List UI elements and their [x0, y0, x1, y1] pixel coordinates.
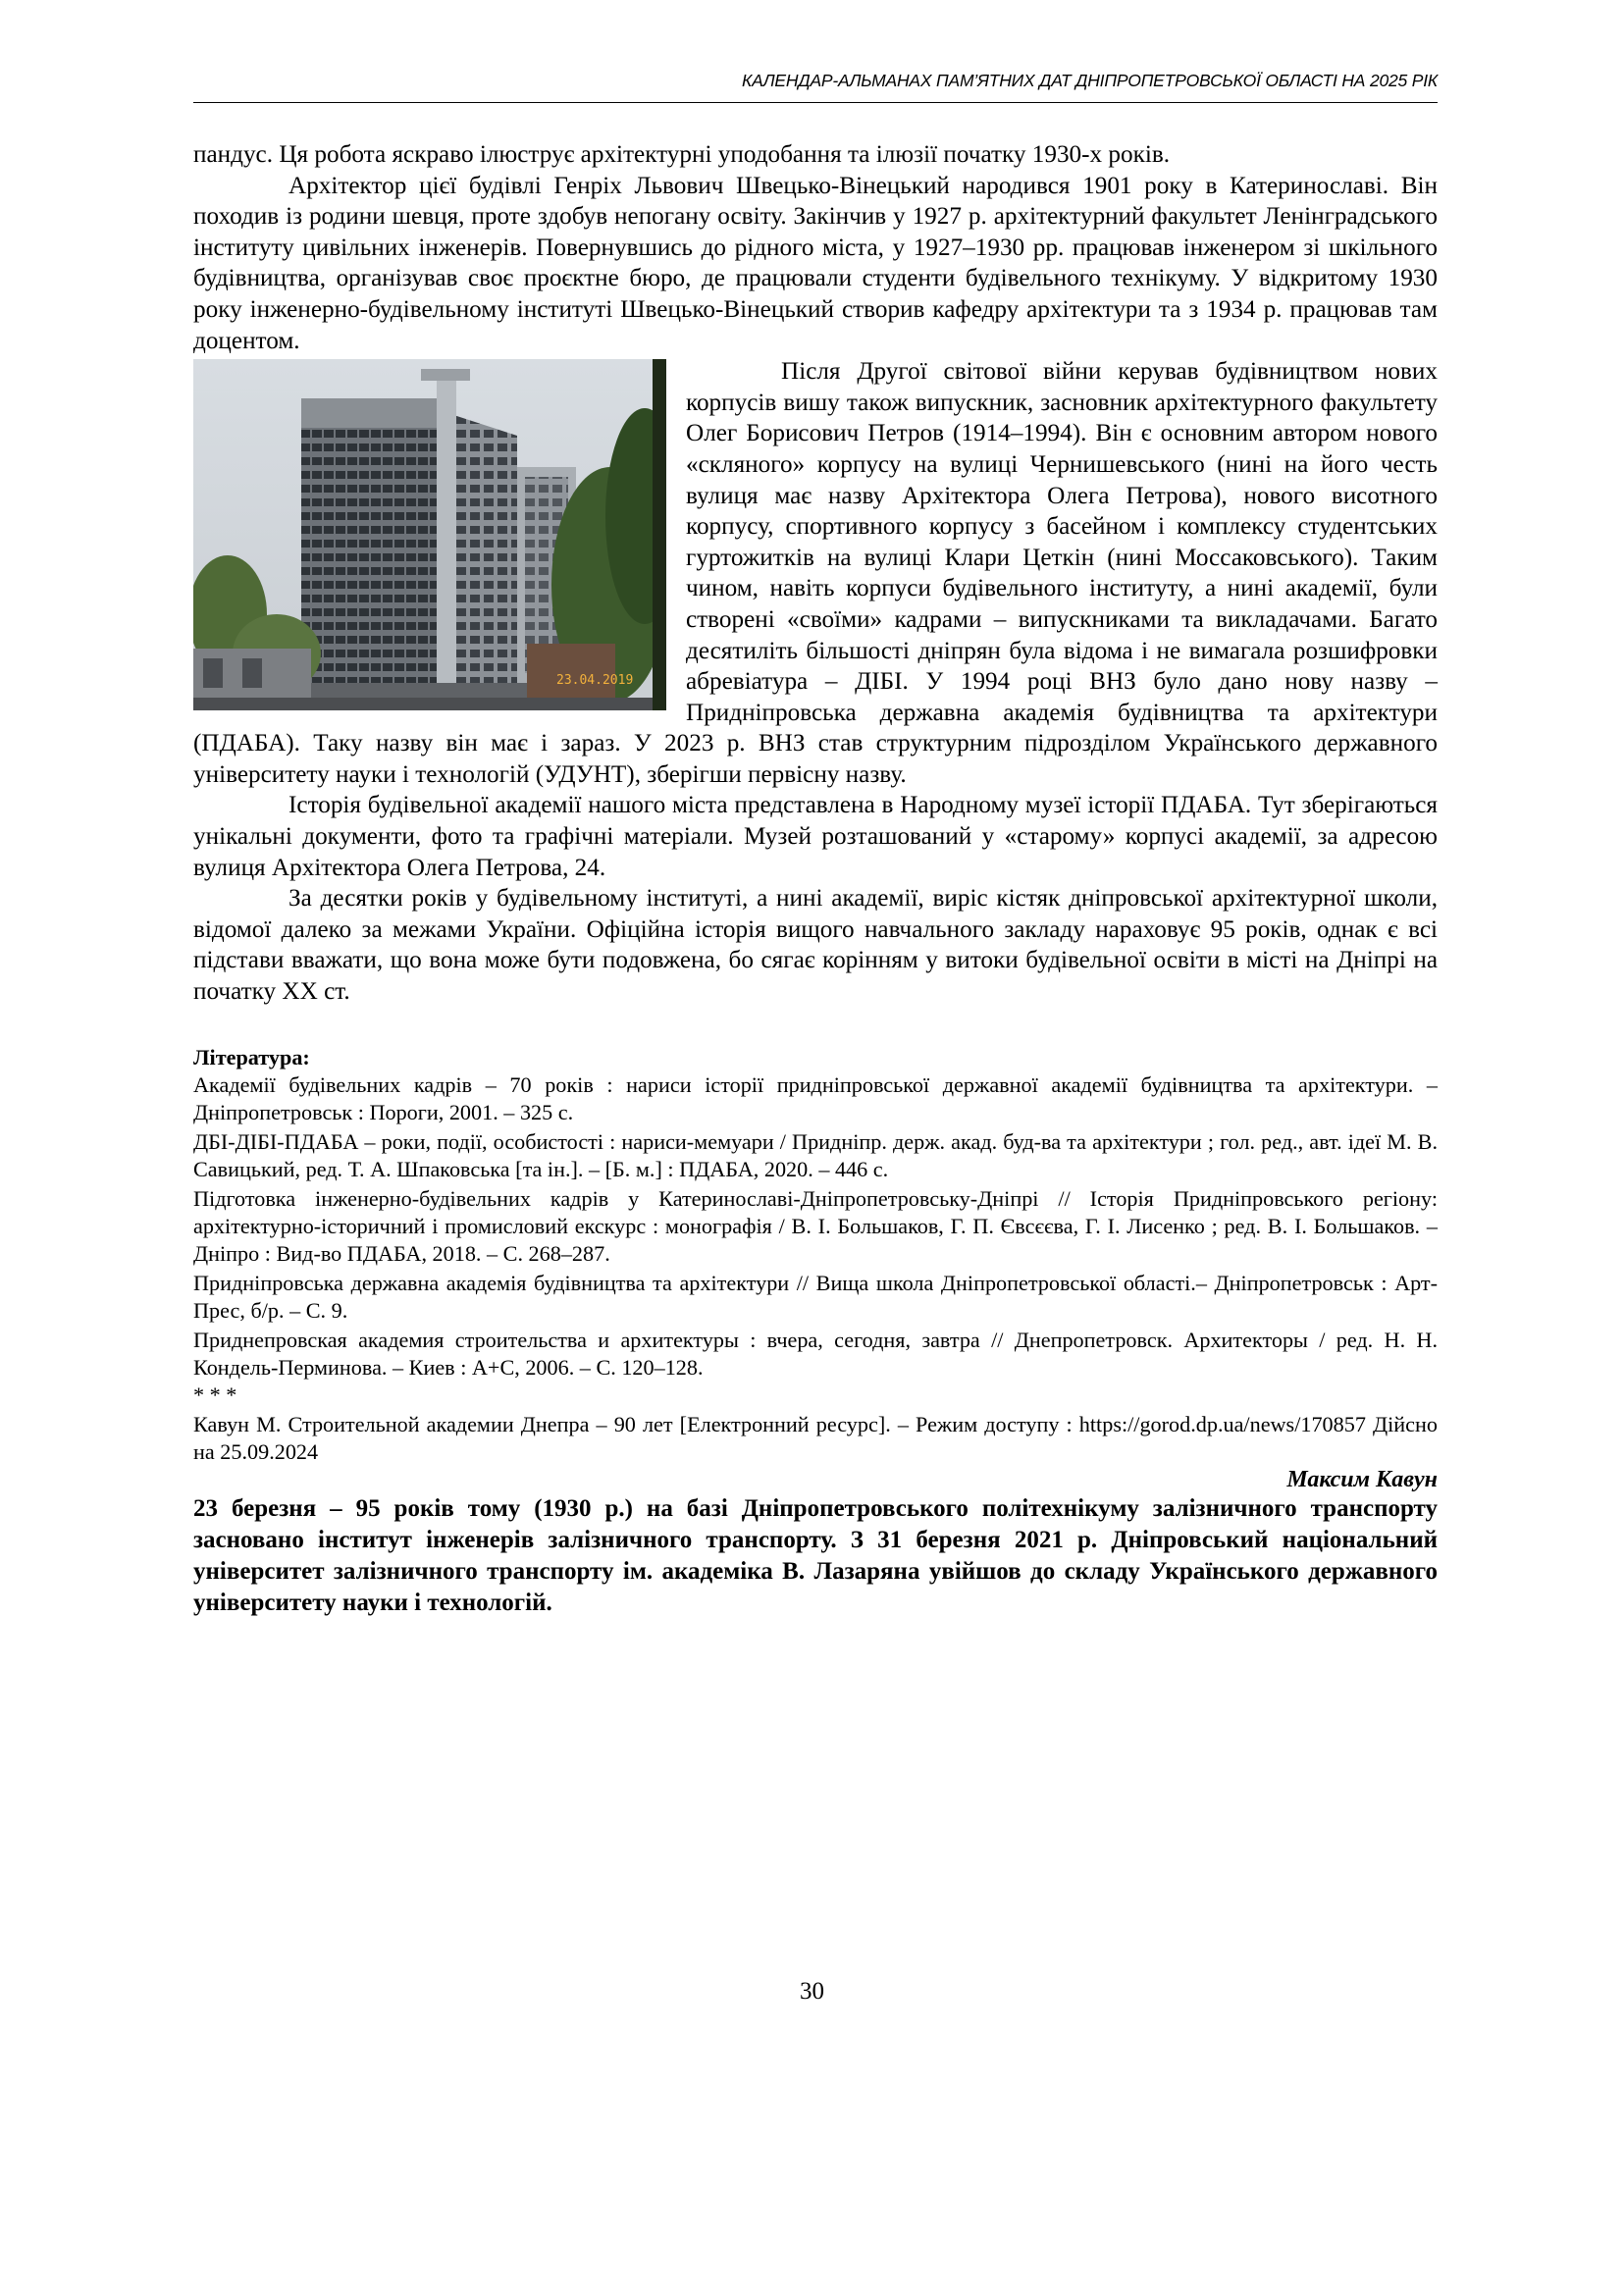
literature-section: [193, 1044, 1438, 1493]
article-body: [193, 139, 1438, 1619]
literature-item: ДБІ-ДІБІ-ПДАБА – роки, події, особистості : нариси-мемуари / Придніпр. держ. акад. буд-ва та архітектури ; гол. ред., авт. ідеї М. В. Савицький, ред. Т. А. Шпаковська [та ін.]. – [Б. м.] : ПДАБА, 2020. – 446 с.: [193, 1128, 1438, 1181]
literature-title: Література:: [193, 1044, 310, 1069]
literature-item: Академії будівельних кадрів – 70 років : нариси історії придніпровської державної академії будівництва та архітектури. – Дніпропетровськ : Пороги, 2001. – 325 с.: [193, 1071, 1438, 1124]
photo-date-stamp: 23.04.2019: [556, 673, 634, 689]
paragraph-2: Архітектор цієї будівлі Генріх Львович Швецько-Вінецький народився 1901 року в Катеринославі. Він походив із родини шевця, проте здобув непогану освіту. Закінчив у 1927 р. архітектурний факультет Ленінградського інституту цивільних інженерів. Повернувшись до рідного міста, у 1927–1930 рр. працював інженером зі шкільного будівництва, організував своє проєктне бюро, де працювали студенти будівельного технікуму. У відкритому 1930 року інженерно-будівельному інституті Швецько-Вінецький створив кафедру архітектури та з 1934 р. працював там доцентом.: [193, 172, 1438, 354]
header-rule: [193, 102, 1438, 103]
paragraph-4: Історія будівельної академії нашого міста представлена в Народному музеї історії ПДАБА. Тут зберігаються унікальні документи, фото та графічні матеріали. Музей розташований у «старому» корпусі академії, за адресою вулиця Архітектора Олега Петрова, 24.: [193, 792, 1438, 881]
literature-separator: * * *: [193, 1382, 237, 1407]
article-author: Максим Кавун: [1286, 1466, 1438, 1492]
paragraph-3: Після Другої світової війни керував будівництвом нових корпусів вишу також випускник, засновник архітектурного факультету Олег Борисович Петров (1914–1994). Він є основним автором нового «скляного» корпусу на вулиці Чернишевського (нині на його честь вулиця має назву Архітектора Олега Петрова), нового висотного корпусу, спортивного корпусу з басейном і комплексу студентських гуртожитків на вулиці Клари Цеткін (нині Моссаковського). Таким чином, навіть корпуси будівельного інституту, а нині академії, були створені «своїми» кадрами – випускниками та викладачами. Багато десятиліть більшості дніпрян була відома і не вимагала розшифровки абревіатура – ДІБІ. У 1994 році ВНЗ було дано нову назву – Придніпровська державна академія будівництва та архітектури (ПДАБА). Таку назву він має і зараз. У 2023 р. ВНЗ став структурним підрозділом Українського державного університету науки і технологій (УДУНТ), зберігши первісну назву.: [193, 358, 1438, 788]
high-rise-building-image: [193, 359, 666, 710]
event-entry: 23 березня – 95 років тому (1930 р.) на базі Дніпропетровського політехнікуму залізничного транспорту засновано інститут інженерів залізничного транспорту. З 31 березня 2021 р. Дніпровський національний університет залізничного транспорту ім. академіка В. Лазаряна увійшов до складу Українського державного університету науки і технологій.: [193, 1494, 1438, 1616]
paragraph-1: пандус. Ця робота яскраво ілюструє архітектурні уподобання та ілюзії початку 1930-х років.: [193, 141, 1171, 168]
literature-item: Підготовка інженерно-будівельних кадрів у Катеринославі-Дніпропетровську-Дніпрі // Історія Придніпровського регіону: архітектурно-історичний і промисловий екскурс : монографія / В. І. Большаков, Г. П. Євсєєва, Г. І. Лисенко ; ред. В. І. Большаков. – Дніпро : Вид-во ПДАБА, 2018. – С. 268–287.: [193, 1185, 1438, 1266]
running-header: КАЛЕНДАР-АЛЬМАНАХ ПАМ’ЯТНИХ ДАТ ДНІПРОПЕТРОВСЬКОЇ ОБЛАСТІ НА 2025 РІК: [742, 71, 1438, 90]
literature-item: Придніпровська державна академія будівництва та архітектури // Вища школа Дніпропетровської області.– Дніпропетровськ : Арт-Прес, б/р. – С. 9.: [193, 1270, 1438, 1323]
page-number: 30: [800, 1978, 824, 2005]
literature-item: Приднепровская академия строительства и архитектуры : вчера, сегодня, завтра // Днепропетровск. Архитекторы / ред. Н. Н. Кондель-Перминова. – Киев : А+С, 2006. – С. 120–128.: [193, 1327, 1438, 1380]
building-photo: [193, 359, 666, 710]
literature-web-item: Кавун М. Строительной академии Днепра – 90 лет [Електронний ресурс]. – Режим доступу : https://gorod.dp.ua/news/170857 Дійсно на 25.09.2024: [193, 1411, 1438, 1464]
paragraph-5: За десятки років у будівельному інституті, а нині академії, виріс кістяк дніпровської архітектурної школи, відомої далеко за межами України. Офіційна історія вищого навчального закладу нараховує 95 років, однак є всі підстави вважати, що вона може бути подовжена, бо сягає корінням у витоки будівельної освіти в місті на Дніпрі на початку ХХ ст.: [193, 885, 1438, 1006]
